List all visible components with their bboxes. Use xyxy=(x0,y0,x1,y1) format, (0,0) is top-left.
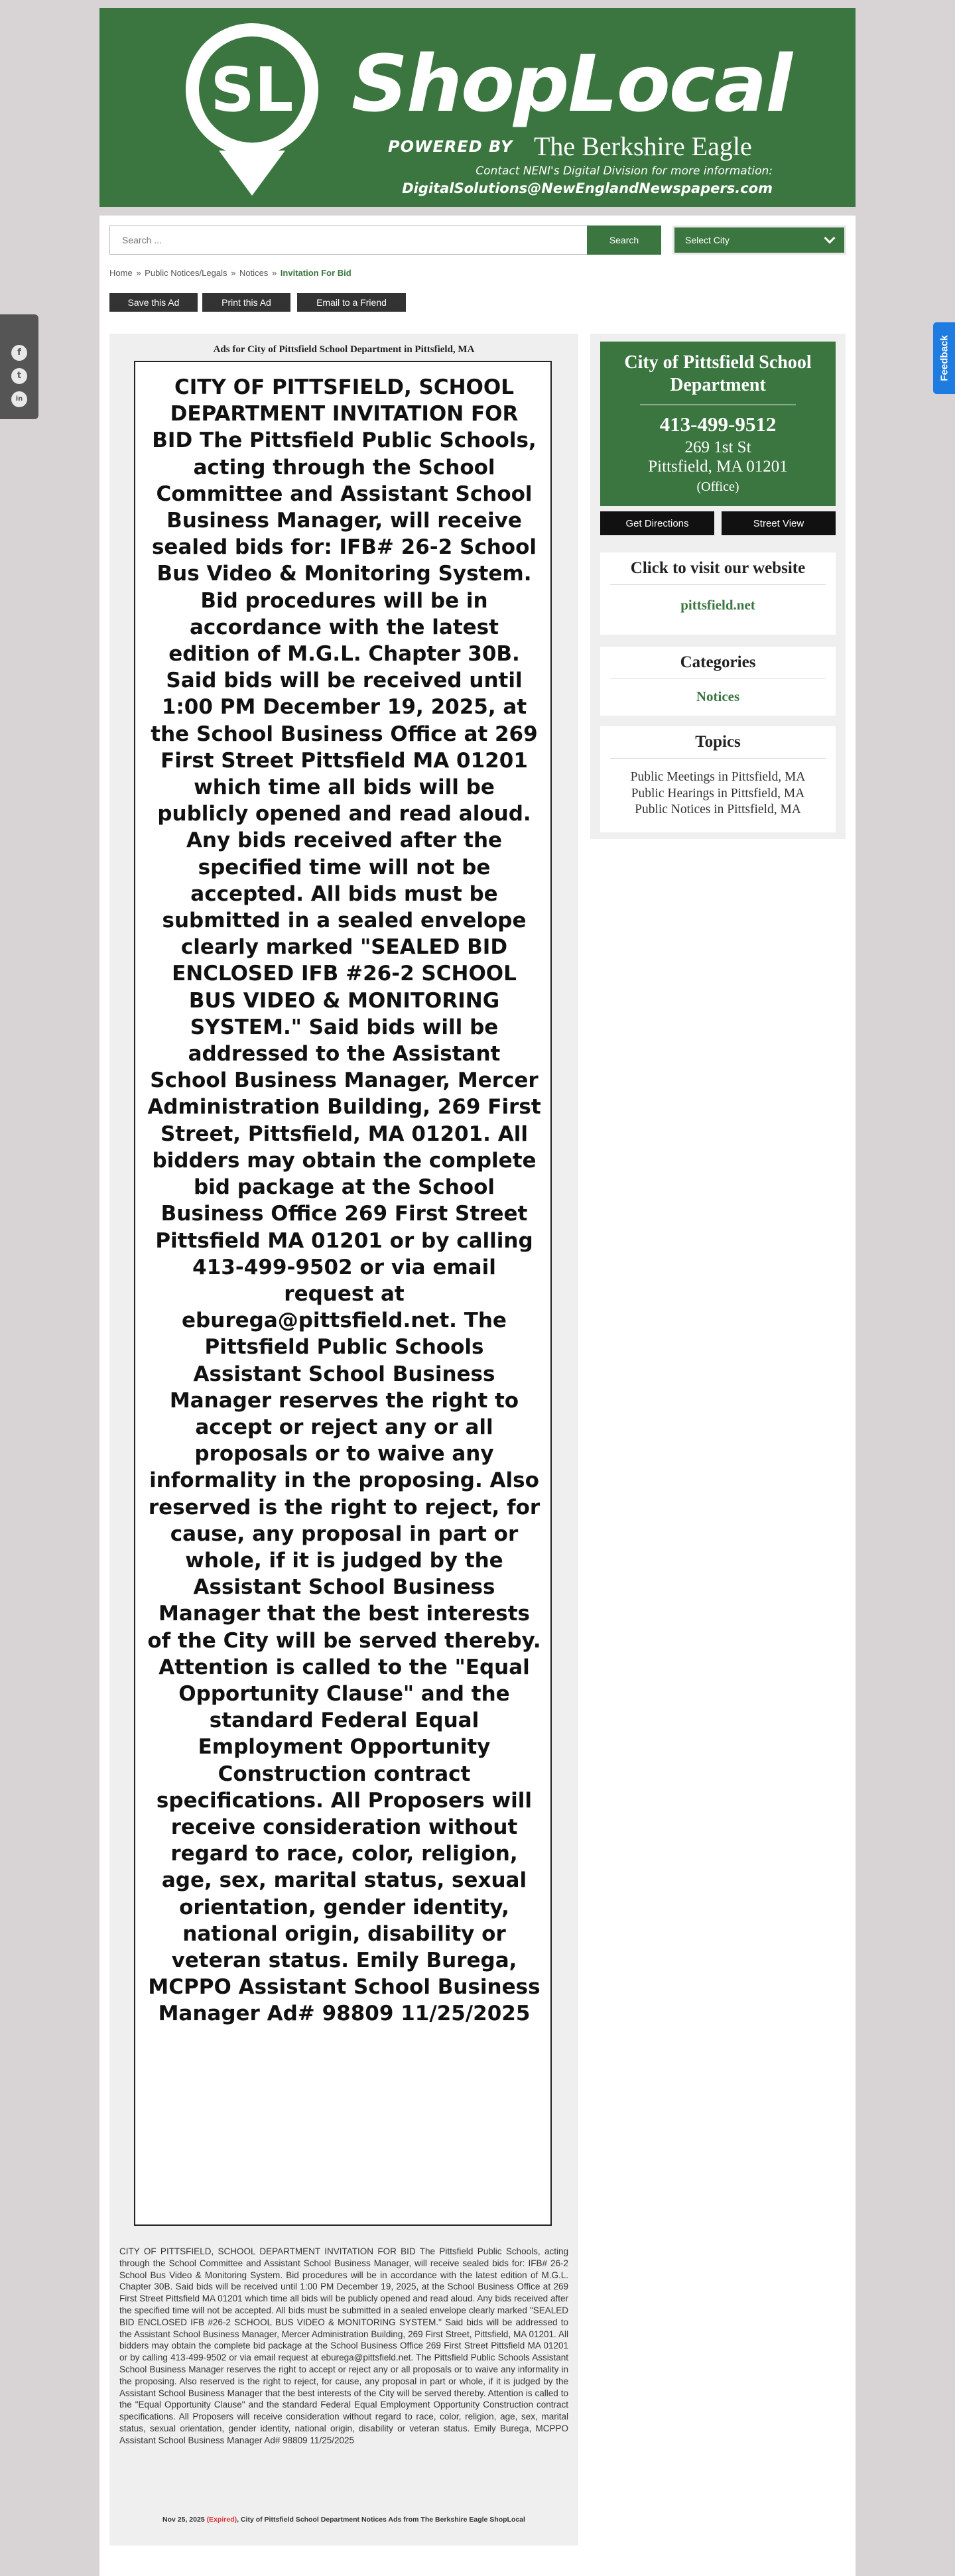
website-heading: Click to visit our website xyxy=(630,559,806,577)
chevron-down-icon xyxy=(824,233,836,244)
street-view-button[interactable]: Street View xyxy=(722,511,836,535)
breadcrumb-separator: » xyxy=(136,268,141,278)
social-share-bar xyxy=(0,314,38,419)
ad-date: Nov 25, 2025 xyxy=(162,2516,205,2524)
categories-card xyxy=(600,647,836,716)
topic-link[interactable]: Public Hearings in Pittsfield, MA xyxy=(631,786,805,801)
city-select-label: Select City xyxy=(685,235,730,245)
breadcrumb xyxy=(109,268,351,278)
advertiser-card xyxy=(600,342,836,506)
advertiser-street: 269 1st St xyxy=(684,438,751,456)
search-button[interactable]: Search xyxy=(587,225,661,255)
advertiser-type: (Office) xyxy=(696,480,739,494)
ad-heading: Ads for City of Pittsfield School Department in Pittsfield, MA xyxy=(213,344,475,355)
advertiser-city: Pittsfield, MA 01201 xyxy=(648,458,788,476)
topics-list xyxy=(600,769,836,818)
website-card xyxy=(600,552,836,635)
breadcrumb-current: Invitation For Bid xyxy=(280,268,351,278)
divider xyxy=(610,584,826,585)
topics-heading: Topics xyxy=(695,733,741,751)
facebook-icon[interactable]: f xyxy=(11,345,27,361)
search-input[interactable] xyxy=(109,225,597,255)
powered-by-label: POWERED BY xyxy=(388,137,513,156)
breadcrumb-home[interactable]: Home xyxy=(109,268,133,278)
breadcrumb-separator: » xyxy=(271,268,277,278)
svg-text:SL: SL xyxy=(210,54,294,125)
logo-wordmark[interactable]: ShopLocal xyxy=(351,38,791,129)
save-ad-button[interactable]: Save this Ad xyxy=(109,293,198,312)
main-page xyxy=(99,216,856,2576)
email-friend-button[interactable]: Email to a Friend xyxy=(297,293,406,312)
divider xyxy=(610,678,826,679)
ad-footer-text[interactable]: , City of Pittsfield School Department Notices Ads from The Berkshire Eagle ShopLocal xyxy=(237,2516,525,2524)
website-link[interactable]: pittsfield.net xyxy=(680,597,755,613)
topic-link[interactable]: Public Meetings in Pittsfield, MA xyxy=(630,770,806,784)
feedback-tab[interactable] xyxy=(933,322,955,394)
contact-email[interactable]: DigitalSolutions@NewEnglandNewspapers.com xyxy=(402,180,773,196)
get-directions-button[interactable]: Get Directions xyxy=(600,511,714,535)
feedback-label: Feedback xyxy=(938,335,950,381)
shoplocal-logo-icon[interactable] xyxy=(179,18,325,197)
ad-plain-text: CITY OF PITTSFIELD, SCHOOL DEPARTMENT INVITATION FOR BID The Pittsfield Public Schools, acting through the School Committee and Assistant School Business Manager, will receive sealed bids for: IFB# 26-2 School Bus Video & Monitoring System. Bid procedures will be in accordance with the latest edition of M.G.L. Chapter 30B. Said bids will be received until 1:00 PM December 19, 2025, at the School Business Office at 269 First Street Pittsfield MA 01201 which time all bids will be publicly opened and read aloud. Any bids received after the specified time will not be accepted. All bids must be submitted in a sealed envelope clearly marked "SEALED BID ENCLOSED IFB #26-2 SCHOOL BUS VIDEO & MONITORING SYSTEM." Said bids will be addressed to the Assistant School Business Manager, Mercer Administration Building, 269 First Street, Pittsfield, MA 01201. All bidders may obtain the complete bid package at the School Business Office 269 First Street Pittsfield MA 01201 or by calling 413-499-9502 or via email request at eburega@pittsfield.net. The Pittsfield Public Schools Assistant School Business Manager reserves the right to accept or reject any or all proposals or to waive any informality in the proposing. Also reserved is the right to reject, for cause, any proposal in part or whole, if it is judged by the Assistant School Business Manager that the best interests of the City will be served thereby. Attention is called to the "Equal Opportunity Clause" and the standard Federal Equal Employment Opportunity Construction contract specifications. All Proposers will receive consideration without regard to race, color, religion, age, sex, marital status, sexual orientation, gender identity, national origin, disability or veteran status. Emily Burega, MCPPO Assistant School Business Manager Ad# 98809 11/25/2025 xyxy=(119,2246,568,2445)
ad-column xyxy=(109,334,578,2545)
twitter-icon[interactable]: t xyxy=(11,368,27,384)
ad-footer xyxy=(109,2516,578,2524)
divider xyxy=(610,758,826,759)
advertiser-phone[interactable]: 413-499-9512 xyxy=(659,413,777,436)
breadcrumb-separator: » xyxy=(231,268,236,278)
ad-status: (Expired) xyxy=(206,2516,237,2524)
city-select[interactable] xyxy=(672,225,846,255)
topics-card xyxy=(600,726,836,832)
category-link[interactable]: Notices xyxy=(696,688,740,704)
header-banner xyxy=(99,8,856,207)
sidebar xyxy=(590,334,846,839)
linkedin-icon[interactable]: in xyxy=(11,391,27,407)
partner-name: The Berkshire Eagle xyxy=(534,131,752,161)
topic-link[interactable]: Public Notices in Pittsfield, MA xyxy=(635,803,801,816)
breadcrumb-legals[interactable]: Public Notices/Legals xyxy=(145,268,227,278)
ad-image-box xyxy=(134,361,552,2226)
ad-image-text: CITY OF PITTSFIELD, SCHOOL DEPARTMENT INVITATION FOR BID The Pittsfield Public Schools, acting through the School Committee and Assistant School Business Manager, will receive sealed bids for: IFB# 26-2 School Bus Video & Monitoring System. Bid procedures will be in accordance with the latest edition of M.G.L. Chapter 30B. Said bids will be received until 1:00 PM December 19, 2025, at the School Business Office at 269 First Street Pittsfield MA 01201 which time all bids will be publicly opened and read aloud. Any bids received after the specified time will not be accepted. All bids must be submitted in a sealed envelope clearly marked "SEALED BID ENCLOSED IFB #26-2 SCHOOL BUS VIDEO & MONITORING SYSTEM." Said bids will be addressed to the Assistant School Business Manager, Mercer Administration Building, 269 First Street, Pittsfield, MA 01201. All bidders may obtain the complete bid package at the School Business Office 269 First Street Pittsfield MA 01201 or by calling 413-499-9502 or via email request at eburega@pittsfield.net. The Pittsfield Public Schools Assistant School Business Manager reserves the right to accept or reject any or all proposals or to waive any informality in the proposing. Also reserved is the right to reject, for cause, any proposal in part or whole, if it is judged by the Assistant School Business Manager that the best interests of the City will be served thereby. Attention is called to the "Equal Opportunity Clause" and the standard Federal Equal Employment Opportunity Construction contract specifications. All Proposers will receive consideration without regard to race, color, religion, age, sex, marital status, sexual orientation, gender identity, national origin, disability or veteran status. Emily Burega, MCPPO Assistant School Business Manager Ad# 98809 11/25/2025 xyxy=(147,375,541,2026)
contact-line: Contact NENI's Digital Division for more information: xyxy=(476,164,773,178)
categories-heading: Categories xyxy=(680,653,756,671)
print-ad-button[interactable]: Print this Ad xyxy=(202,293,290,312)
advertiser-name: City of Pittsfield School Department xyxy=(624,352,812,395)
breadcrumb-notices[interactable]: Notices xyxy=(239,268,269,278)
